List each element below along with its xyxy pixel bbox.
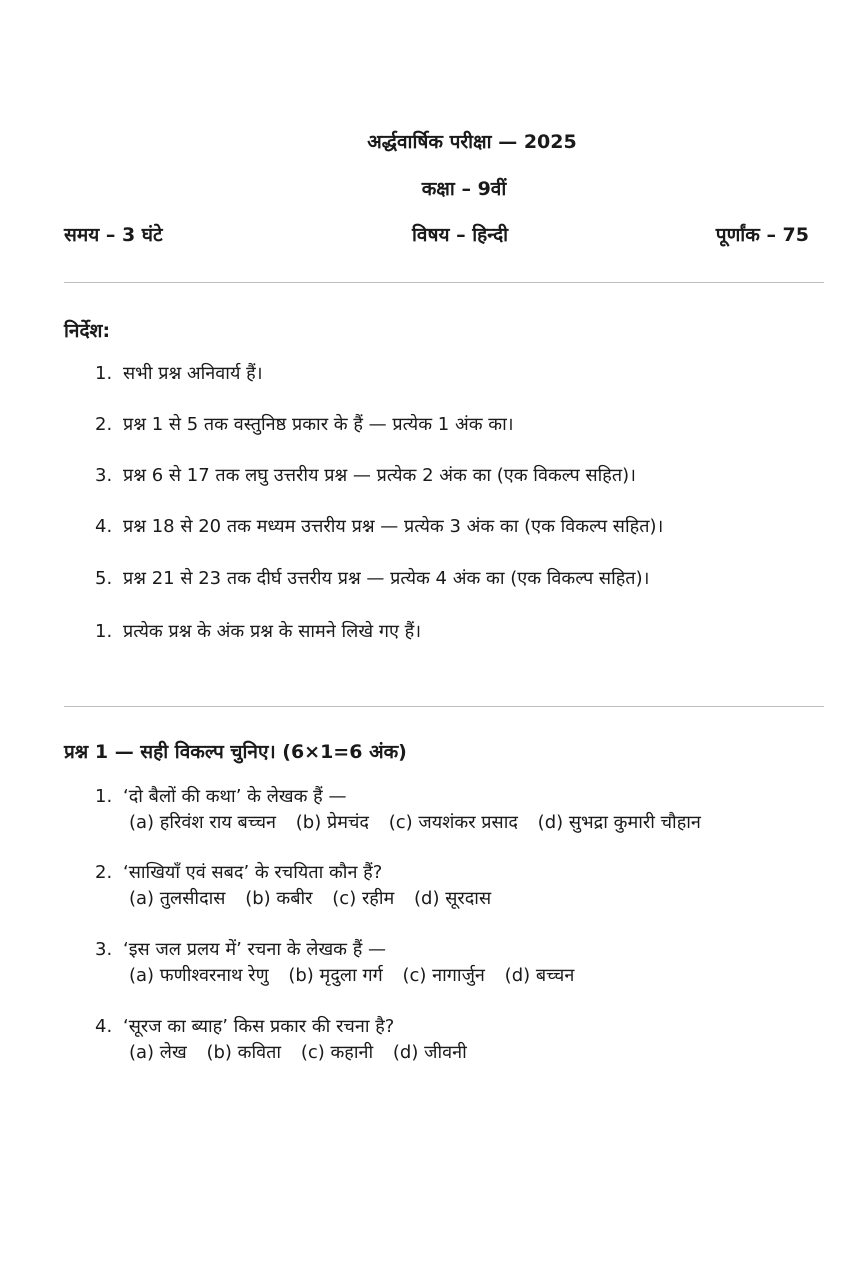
mcq-item — [95, 860, 491, 912]
exam-subject: विषय – हिन्दी — [412, 224, 509, 246]
instruction-number: 1. — [95, 363, 113, 384]
mcq-options — [95, 810, 701, 836]
mcq-option: (b) कविता — [206, 1042, 282, 1063]
mcq-number: 4. — [95, 1016, 113, 1037]
instruction-number: 4. — [95, 516, 113, 537]
instruction-number: 5. — [95, 568, 113, 589]
mcq-option: (b) प्रेमचंद — [295, 812, 369, 833]
instructions-heading: निर्देश: — [64, 320, 111, 342]
exam-full-marks: पूर्णांक – 75 — [715, 224, 809, 246]
mcq-option: (d) सुभद्रा कुमारी चौहान — [537, 812, 701, 833]
mcq-option: (d) जीवनी — [392, 1042, 467, 1063]
mcq-number: 2. — [95, 862, 113, 883]
mcq-option: (c) नागार्जुन — [402, 965, 485, 986]
mcq-option: (a) लेख — [129, 1042, 187, 1063]
exam-title: अर्द्धवार्षिक परीक्षा — 2025 — [367, 131, 577, 153]
instruction-number: 3. — [95, 465, 113, 486]
instruction-item — [95, 412, 514, 436]
mcq-number: 1. — [95, 786, 113, 807]
mcq-option: (c) कहानी — [300, 1042, 374, 1063]
mcq-options — [95, 886, 491, 912]
mcq-question: ‘साखियाँ एवं सबद’ के रचयिता कौन हैं? — [123, 862, 383, 883]
mcq-question: ‘इस जल प्रलय में’ रचना के लेखक हैं — — [123, 939, 387, 960]
question-1-heading: प्रश्न 1 — सही विकल्प चुनिए। (6×1=6 अंक) — [64, 741, 407, 763]
mcq-option: (a) तुलसीदास — [129, 888, 226, 909]
instruction-text: प्रत्येक प्रश्न के अंक प्रश्न के सामने लिखे गए हैं। — [123, 621, 422, 642]
mcq-question: ‘सूरज का ब्याह’ किस प्रकार की रचना है? — [123, 1016, 395, 1037]
mcq-option: (c) जयशंकर प्रसाद — [388, 812, 518, 833]
class-line: कक्षा – 9वीं — [421, 178, 507, 200]
mcq-option: (d) बच्चन — [504, 965, 575, 986]
mcq-item — [95, 1014, 467, 1066]
exam-time: समय – 3 घंटे — [64, 224, 163, 246]
instruction-text: प्रश्न 18 से 20 तक मध्यम उत्तरीय प्रश्न — प्रत्येक 3 अंक का (एक विकल्प सहित)। — [123, 516, 664, 537]
mcq-number: 3. — [95, 939, 113, 960]
mcq-option: (c) रहीम — [332, 888, 395, 909]
instruction-number: 1. — [95, 621, 113, 642]
instruction-text: प्रश्न 6 से 17 तक लघु उत्तरीय प्रश्न — प्रत्येक 2 अंक का (एक विकल्प सहित)। — [123, 465, 636, 486]
instruction-text: सभी प्रश्न अनिवार्य हैं। — [123, 363, 263, 384]
instruction-text: प्रश्न 1 से 5 तक वस्तुनिष्ठ प्रकार के हैं — प्रत्येक 1 अंक का। — [123, 414, 514, 435]
mcq-item — [95, 937, 574, 989]
mcq-option: (d) सूरदास — [414, 888, 492, 909]
instruction-item — [95, 361, 263, 385]
divider — [64, 282, 824, 283]
mcq-option: (a) हरिवंश राय बच्चन — [129, 812, 277, 833]
instruction-item — [95, 463, 636, 487]
divider — [64, 706, 824, 707]
instruction-item — [95, 566, 649, 590]
mcq-option: (b) मृदुला गर्ग — [288, 965, 383, 986]
exam-meta-row — [64, 221, 809, 249]
instruction-text: प्रश्न 21 से 23 तक दीर्घ उत्तरीय प्रश्न — प्रत्येक 4 अंक का (एक विकल्प सहित)। — [123, 568, 650, 589]
mcq-option: (a) फणीश्वरनाथ रेणु — [129, 965, 269, 986]
mcq-options — [95, 1040, 467, 1066]
mcq-question: ‘दो बैलों की कथा’ के लेखक हैं — — [123, 786, 347, 807]
instruction-item — [95, 619, 421, 643]
instruction-number: 2. — [95, 414, 113, 435]
instruction-item — [95, 514, 663, 538]
mcq-option: (b) कबीर — [245, 888, 313, 909]
mcq-item — [95, 784, 701, 836]
mcq-options — [95, 963, 574, 989]
